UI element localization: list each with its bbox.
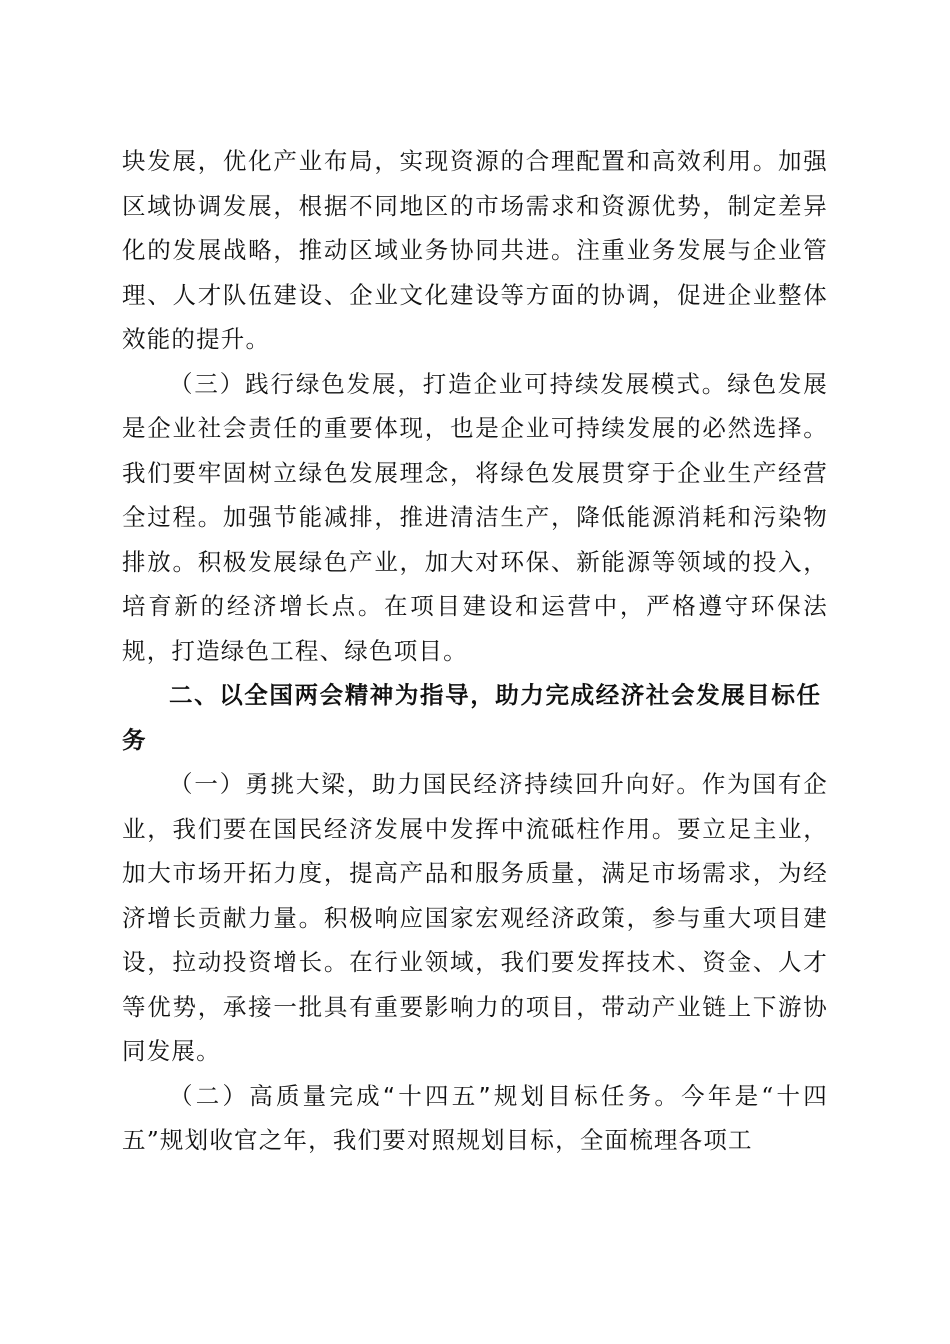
paragraph-continuation: 块发展，优化产业布局，实现资源的合理配置和高效利用。加强区域协调发展，根据不同地区的市场需求和资源优势，制定差异化的发展战略，推动区域业务协同共进。注重业务发展与企业管理、人才队伍建设、企业文化建设等方面的协调，促进企业整体效能的提升。	[122, 147, 828, 353]
subheading-five-year-plan: （二）高质量完成“十四五”规划目标任务。	[169, 1081, 682, 1110]
paragraph-body: 今年是“十四五”规划收官之年，我们要对照规划目标，全面梳理各项工	[122, 1081, 828, 1154]
paragraph-body: 绿色发展是企业社会责任的重要体现，也是企业可持续发展的必然选择。我们要牢固树立绿色发展理念，将绿色发展贯穿于企业生产经营全过程。加强节能减排，推进清洁生产，降低能源消耗和污染物排放。积极发展绿色产业，加大对环保、新能源等领域的投入，培育新的经济增长点。在项目建设和运营中，严格遵守环保法规，打造绿色工程、绿色项目。	[122, 369, 828, 665]
document-page	[122, 139, 828, 1163]
paragraph-five-year-plan	[122, 1074, 828, 1163]
paragraph-green-development	[122, 362, 828, 674]
section-heading-two: 二、以全国两会精神为指导，助力完成经济社会发展目标任务	[122, 681, 822, 754]
paragraph-national-economy	[122, 762, 828, 1074]
subheading-national-economy: （一）勇挑大梁，助力国民经济持续回升向好。	[169, 770, 702, 798]
paragraph-body: 作为国有企业，我们要在国民经济发展中发挥中流砥柱作用。要立足主业，加大市场开拓力度，提高产品和服务质量，满足市场需求，为经济增长贡献力量。积极响应国家宏观经济政策，参与重大项目建设，拉动投资增长。在行业领域，我们要发挥技术、资金、人才等优势，承接一批具有重要影响力的项目，带动产业链上下游协同发展。	[122, 770, 828, 1065]
subheading-green-development: （三）践行绿色发展，打造企业可持续发展模式。	[169, 369, 728, 398]
